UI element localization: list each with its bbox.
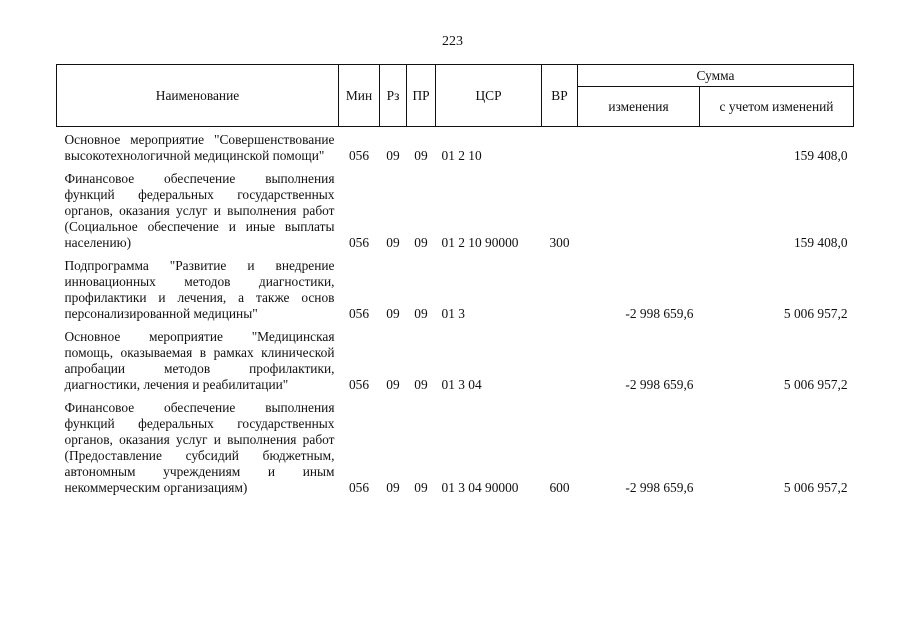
cell-with-changes: 5 006 957,2 — [783, 377, 848, 392]
cell-rz: 09 — [386, 377, 400, 392]
cell-vr: 600 — [549, 480, 570, 495]
cell-with-changes: 159 408,0 — [793, 235, 848, 250]
cell-csr: 01 3 04 90000 — [441, 480, 519, 495]
cell-with-changes: 159 408,0 — [793, 148, 848, 163]
cell-name: Основное мероприятие "Медицинская помощь, оказываемая в рамках клинической апробации методов профилактики, диагностики, лечения и реабилитации" — [64, 329, 335, 392]
table-row — [57, 251, 854, 322]
cell-changes: -2 998 659,6 — [625, 377, 694, 392]
cell-pr: 09 — [414, 480, 428, 495]
table-row — [57, 393, 854, 496]
cell-pr: 09 — [414, 306, 428, 321]
table-row — [57, 164, 854, 251]
table-row — [57, 127, 854, 165]
cell-rz: 09 — [386, 480, 400, 495]
header-csr: ЦСР — [436, 65, 542, 127]
cell-pr: 09 — [414, 235, 428, 250]
table-header — [57, 65, 854, 127]
cell-min: 056 — [348, 235, 370, 250]
cell-csr: 01 2 10 — [441, 148, 482, 163]
cell-pr: 09 — [414, 377, 428, 392]
header-changes: изменения — [578, 87, 700, 127]
cell-name: Подпрограмма "Развитие и внедрение инновационных методов диагностики, профилактики и лечения, а также основ персонализированной медицины" — [64, 258, 335, 321]
cell-changes — [578, 127, 700, 165]
header-name: Наименование — [57, 65, 339, 127]
header-with-changes: с учетом изменений — [700, 87, 854, 127]
cell-min: 056 — [348, 377, 370, 392]
cell-rz: 09 — [386, 235, 400, 250]
page-number: 223 — [442, 34, 463, 49]
cell-vr — [542, 127, 578, 165]
cell-changes — [578, 164, 700, 251]
cell-rz: 09 — [386, 306, 400, 321]
cell-with-changes: 5 006 957,2 — [783, 306, 848, 321]
cell-vr — [542, 251, 578, 322]
header-rz: Рз — [380, 65, 407, 127]
header-min: Мин — [339, 65, 380, 127]
header-pr: ПР — [407, 65, 436, 127]
cell-changes: -2 998 659,6 — [625, 306, 694, 321]
table-body — [57, 127, 854, 497]
cell-vr: 300 — [549, 235, 570, 250]
cell-changes: -2 998 659,6 — [625, 480, 694, 495]
cell-csr: 01 3 — [441, 306, 465, 321]
cell-with-changes: 5 006 957,2 — [783, 480, 848, 495]
budget-table — [56, 64, 854, 496]
cell-name: Основное мероприятие "Совершенствование высокотехнологичной медицинской помощи" — [64, 132, 335, 163]
cell-min: 056 — [348, 306, 370, 321]
cell-csr: 01 2 10 90000 — [441, 235, 519, 250]
header-vr: ВР — [542, 65, 578, 127]
cell-rz: 09 — [386, 148, 400, 163]
cell-min: 056 — [348, 480, 370, 495]
cell-pr: 09 — [414, 148, 428, 163]
header-sum: Сумма — [578, 65, 854, 87]
cell-name: Финансовое обеспечение выполнения функций федеральных государственных органов, оказания услуг и выполнения работ (Социальное обеспечение и иные выплаты населению) — [64, 171, 335, 250]
cell-csr: 01 3 04 — [441, 377, 482, 392]
table-row — [57, 322, 854, 393]
cell-name: Финансовое обеспечение выполнения функций федеральных государственных органов, оказания услуг и выполнения работ (Предоставление субсидий бюджетным, автономным учреждениям и иным некоммерческим организациям) — [64, 400, 335, 495]
cell-min: 056 — [348, 148, 370, 163]
cell-vr — [542, 322, 578, 393]
